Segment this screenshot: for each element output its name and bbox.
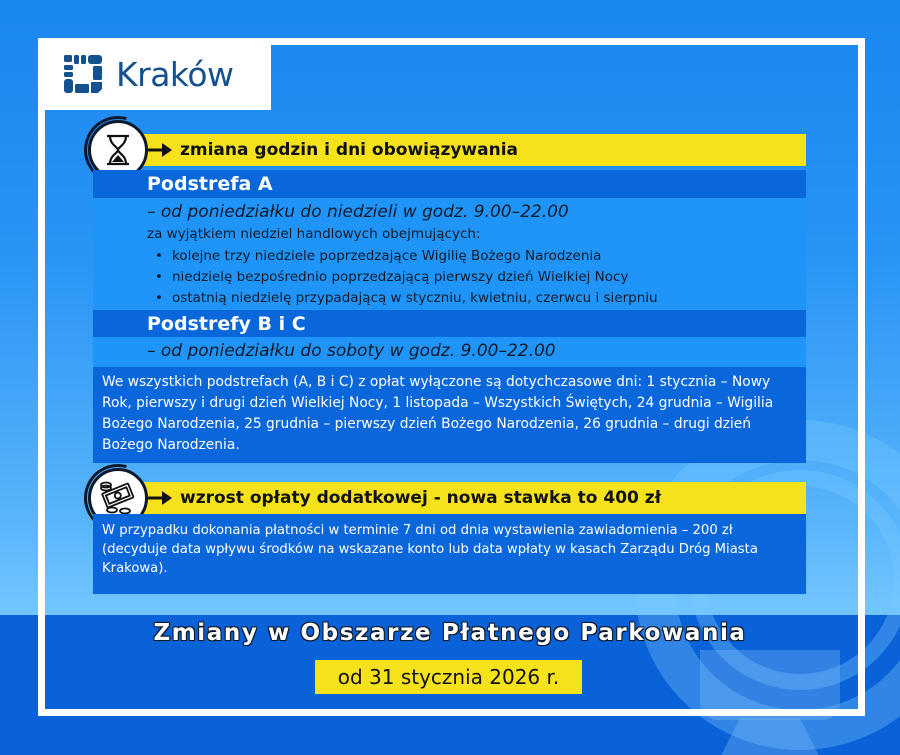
zone-bc-schedule: – od poniedziałku do soboty w godz. 9.00–22.00: [147, 341, 556, 361]
footer-title: Zmiany w Obszarze Płatnego Parkowania: [153, 620, 747, 646]
hours-change-banner-text: zmiana godzin i dni obowiązywania: [180, 140, 519, 160]
list-item: • ostatnią niedzielę przypadającą w styczniu, kwietniu, czerwcu i sierpniu: [155, 288, 658, 309]
logo-text: Kraków: [116, 54, 234, 94]
krakow-city-logo-icon: [64, 55, 102, 93]
arrow-right-icon: [148, 491, 172, 505]
zone-bc-heading-bar: [93, 310, 806, 337]
arrow-right-icon: [148, 143, 172, 157]
hourglass-icon: [105, 134, 131, 166]
zone-a-heading: Podstrefa A: [147, 173, 273, 195]
money-banknote-coins-icon: [98, 480, 138, 516]
zone-a-heading-bar: [93, 170, 806, 198]
zone-bc-heading: Podstrefy B i C: [147, 312, 306, 335]
effective-date-badge: [315, 660, 582, 694]
hours-change-banner: [136, 134, 806, 166]
zone-a-exception-intro: za wyjątkiem niedziel handlowych obejmujących:: [147, 226, 481, 242]
zone-a-schedule: – od poniedziałku do niedzieli w godz. 9.00–22.00: [147, 202, 569, 222]
fee-increase-banner: [136, 482, 806, 514]
holidays-note: We wszystkich podstrefach (A, B i C) z opłat wyłączone są dotychczasowe dni: 1 stycznia – Nowy Rok, pierwszy i drugi dzień Wielkiej Nocy, 1 listopada – Wszystkich Świętych, 24 grudnia – Wigilia Bożego Narodzenia, 25 grudnia – pierwszy dzień Bożego Narodzenia, 26 grudnia – drugi dzień Bożego Narodzenia.: [102, 374, 774, 453]
list-item: • niedzielę bezpośrednio poprzedzającą pierwszy dzień Wielkiej Nocy: [155, 267, 658, 288]
fee-note: W przypadku dokonania płatności w terminie 7 dni od dnia wystawienia zawiadomienia – 200 zł (decyduje data wpływu środków na wskazane konto lub data wpłaty w kasach Zarządu Dróg Miasta Krakowa).: [102, 523, 758, 576]
effective-date: od 31 stycznia 2026 r.: [337, 665, 560, 689]
holidays-note-panel: [93, 367, 806, 463]
list-item: • kolejne trzy niedziele poprzedzające Wigilię Bożego Narodzenia: [155, 246, 658, 267]
fee-increase-banner-text: wzrost opłaty dodatkowej - nowa stawka to 400 zł: [180, 488, 662, 508]
zone-a-exceptions-list: [155, 246, 658, 309]
fee-note-panel: [93, 514, 806, 594]
logo: [38, 38, 271, 110]
